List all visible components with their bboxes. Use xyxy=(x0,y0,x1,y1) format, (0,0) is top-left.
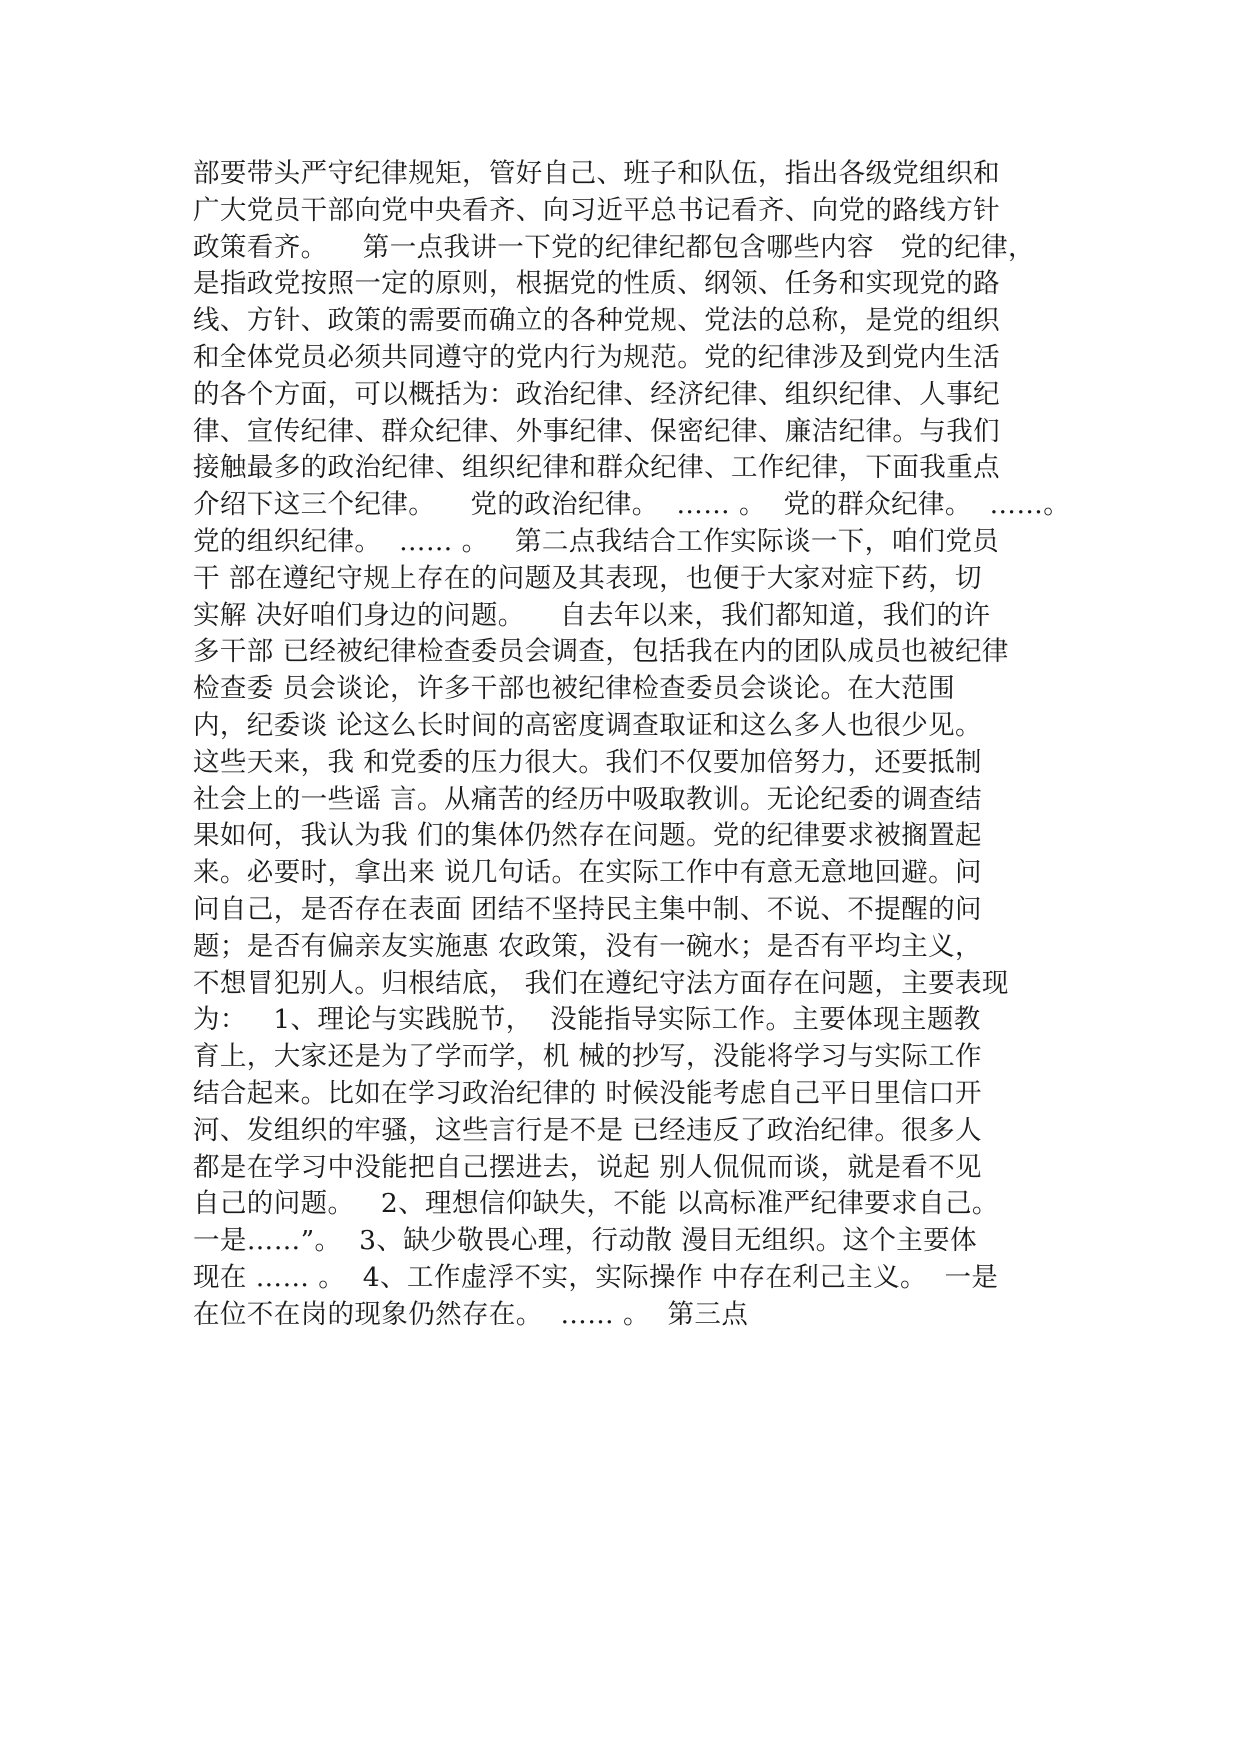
text-line: 多干部 已经被纪律检查委员会调查，包括我在内的团队成员也被纪律 xyxy=(193,636,1009,668)
text-line: 都是在学习中没能把自己摆进去，说起 别人侃侃而谈，就是看不见 xyxy=(193,1151,982,1183)
text-line: 问自己，是否存在表面 团结不坚持民主集中制、不说、不提醒的问 xyxy=(193,893,982,925)
text-line: 河、发组织的牢骚，这些言行是不是 已经违反了政治纪律。很多人 xyxy=(193,1114,982,1146)
text-line: 律、宣传纪律、群众纪律、外事纪律、保密纪律、廉洁纪律。与我们 xyxy=(193,415,1000,447)
text-line: 题；是否有偏亲友实施惠 农政策，没有一碗水；是否有平均主义， xyxy=(193,930,982,962)
text-line: 实解 决好咱们身边的问题。 自去年以来，我们都知道，我们的许 xyxy=(193,599,991,631)
text-line: 介绍下这三个纪律。 党的政治纪律。 …… 。 党的群众纪律。 ……。 xyxy=(193,489,1071,521)
text-line: 社会上的一些谣 言。从痛苦的经历中吸取教训。无论纪委的调查结 xyxy=(193,783,982,815)
text-line: 一是……”。 3、缺少敬畏心理，行动散 漫目无组织。这个主要体 xyxy=(193,1225,977,1257)
text-line: 党的组织纪律。 …… 。 第二点我结合工作实际谈一下，咱们党员 xyxy=(193,525,1000,557)
text-line: 的各个方面，可以概括为：政治纪律、经济纪律、组织纪律、人事纪 xyxy=(193,378,1000,410)
text-line: 和全体党员必须共同遵守的党内行为规范。党的纪律涉及到党内生活 xyxy=(193,341,1000,373)
text-line: 政策看齐。 第一点我讲一下党的纪律纪都包含哪些内容 党的纪律， xyxy=(193,231,1035,263)
text-line: 在位不在岗的现象仍然存在。 …… 。 第三点 xyxy=(193,1298,749,1330)
text-line: 这些天来，我 和党委的压力很大。我们不仅要加倍努力，还要抵制 xyxy=(193,746,982,778)
text-line: 果如何，我认为我 们的集体仍然存在问题。党的纪律要求被搁置起 xyxy=(193,820,982,852)
text-line: 部要带头严守纪律规矩，管好自己、班子和队伍，指出各级党组织和 xyxy=(193,158,1000,189)
text-line: 广大党员干部向党中央看齐、向习近平总书记看齐、向党的路线方针 xyxy=(193,194,1000,226)
text-line: 育上，大家还是为了学而学，机 械的抄写，没能将学习与实际工作 xyxy=(193,1041,982,1073)
text-line: 为： 1、理论与实践脱节， 没能指导实际工作。主要体现主题教 xyxy=(193,1004,981,1036)
text-line: 检查委 员会谈论，许多干部也被纪律检查委员会谈论。在大范围 xyxy=(193,673,956,705)
text-line: 干 部在遵纪守规上存在的问题及其表现，也便于大家对症下药，切 xyxy=(193,562,982,594)
text-line: 内，纪委谈 论这么长时间的高密度调查取证和这么多人也很少见。 xyxy=(193,709,982,741)
text-line: 自己的问题。 2、理想信仰缺失，不能 以高标准严纪律要求自己。 xyxy=(193,1188,999,1220)
text-line: 接触最多的政治纪律、组织纪律和群众纪律、工作纪律，下面我重点 xyxy=(193,452,1000,484)
text-line: 线、方针、政策的需要而确立的各种党规、党法的总称，是党的组织 xyxy=(193,305,1000,337)
text-line: 结合起来。比如在学习政治纪律的 时候没能考虑自己平日里信口开 xyxy=(193,1077,982,1109)
body-text xyxy=(193,156,1073,1334)
text-line: 现在 …… 。 4、工作虚浮不实，实际操作 中存在利己主义。 一是 xyxy=(193,1261,999,1293)
text-line: 不想冒犯别人。归根结底， 我们在遵纪守法方面存在问题，主要表现 xyxy=(193,967,1009,999)
text-line: 来。必要时，拿出来 说几句话。在实际工作中有意无意地回避。问 xyxy=(193,857,982,889)
text-line: 是指政党按照一定的原则，根据党的性质、纲领、任务和实现党的路 xyxy=(193,268,1000,300)
